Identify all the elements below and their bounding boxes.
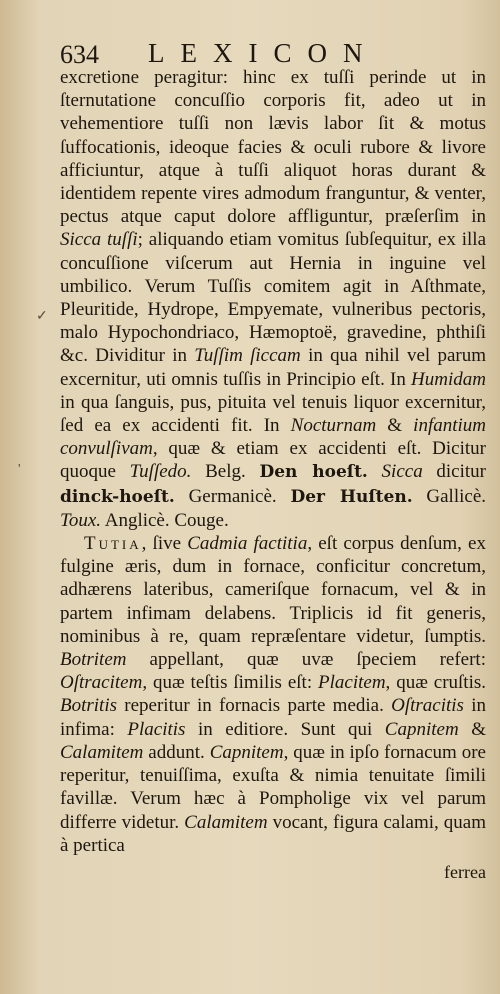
- italic-run: Capnitem: [384, 718, 459, 740]
- text-run: , quæ & etiam ex accidenti eſt. Dicitur quoque: [60, 438, 486, 483]
- text-run: , eſt corpus denſum, ex fulgine æris, dum in fornace, conficitur concretum, adhærens lateribus, cameriſque fornacum, vel & in partem infimam delabens. Triplicis id fit generis, nominibus à re, quam repræſentare videtur, ſumptis.: [60, 533, 486, 647]
- text-run: , quæ in ipſo fornacum ore reperitur, tenuiſſima, exuſta & nimia tenuitate ſimili favillæ. Verum hæc à Pompholige vix vel parum differre videtur.: [60, 741, 486, 833]
- italic-run: Sicca: [381, 461, 423, 483]
- text-run: addunt.: [143, 741, 210, 763]
- italic-run: Capnitem: [209, 741, 284, 763]
- blackletter-run: Den hoeſt.: [259, 462, 368, 483]
- entry-tutia: [60, 532, 486, 857]
- text-run: in editiore. Sunt qui: [185, 718, 385, 740]
- page-number: 634: [60, 40, 99, 69]
- italic-run: Calamitem: [60, 741, 144, 763]
- italic-run: Humidam: [411, 368, 486, 390]
- text-run: in qua ſanguis, pus, pituita vel tenuis liquor excernitur, ſed ea ex accidenti fit. In: [60, 391, 486, 437]
- body-text: [60, 66, 486, 857]
- text-run: reperitur in fornacis parte media.: [117, 695, 392, 717]
- italic-run: Nocturnam: [290, 415, 377, 437]
- text-run: appellant, quæ uvæ ſpeciem refert:: [126, 649, 486, 671]
- italic-run: Tuſſedo.: [129, 461, 192, 483]
- text-run: Anglicè. Couge.: [101, 509, 229, 531]
- text-run: ; aliquando etiam vomitus ſubſequitur, ex illa concuſſione viſcerum aut Hernia in inguine vel umbilico. Verum Tuſſis comitem agit in Aſthmate, Pleuritide, Hydrope, Empyemate, vulneribus pectoris, malo Hypochondriaco, Hæmoptoë, gravedine, phthiſi &c. Dividitur in: [60, 229, 486, 367]
- text-run: Gallicè.: [412, 485, 487, 507]
- text-run: Belg.: [191, 461, 260, 483]
- italic-run: Placitis: [127, 718, 186, 740]
- italic-run: Calamitem: [184, 811, 268, 833]
- catchword: ferrea: [444, 862, 486, 882]
- text-run: , quæ teſtis ſimilis eſt:: [142, 672, 319, 694]
- page-header: [60, 38, 440, 68]
- text-run: in qua nihil vel parum excernitur, uti omnis tuſſis in Principio eſt. In: [60, 345, 486, 390]
- text-run: vocant, figura calami, quam à pertica: [60, 811, 486, 856]
- text-run: Germanicè.: [174, 485, 291, 507]
- text-run: , quæ cruſtis.: [385, 672, 487, 694]
- italic-run: Botritis: [60, 695, 118, 717]
- entry-lemma: Tutia: [84, 533, 142, 555]
- text-run: [368, 461, 382, 482]
- italic-run: Oſtracitem: [60, 672, 143, 694]
- text-run: &: [376, 415, 414, 437]
- text-run: in infima:: [60, 695, 486, 740]
- blackletter-run: dinck-hoeſt.: [60, 486, 175, 507]
- italic-run: Cadmia factitia: [187, 533, 308, 555]
- italic-run: Toux.: [60, 509, 102, 531]
- italic-run: Tuſſim ſiccam: [194, 345, 301, 367]
- italic-run: Oſtracitis: [391, 695, 464, 717]
- running-title: LEXICON: [148, 38, 379, 68]
- margin-mark: ✓: [36, 309, 48, 324]
- entry-tussis-continued: [60, 66, 486, 532]
- text-run: &: [458, 718, 486, 740]
- text-run: dicitur: [422, 461, 487, 483]
- italic-run: Placitem: [318, 672, 386, 694]
- text-run: , ſive: [141, 533, 188, 555]
- text-run: excretione peragitur: hinc ex tuſſi perinde ut in ſternutatione concuſſio corporis fit, adeo ut in vehementiore tuſſi non lævis labor ſit & motus ſuffocationis, ideoque facies & oculi rubore & livore afficiuntur, atque à tuſſi aliquot horas durant & identidem repente vires admodum franguntur, & venter, pectus atque caput dolore affliguntur, præſerſim in: [60, 67, 486, 228]
- italic-run: Botritem: [60, 649, 127, 671]
- italic-run: Sicca tuſſi: [60, 229, 138, 251]
- italic-run: infantium convulſivam: [60, 415, 487, 460]
- margin-mark: ': [18, 462, 21, 477]
- blackletter-run: Der Huſten.: [290, 486, 413, 507]
